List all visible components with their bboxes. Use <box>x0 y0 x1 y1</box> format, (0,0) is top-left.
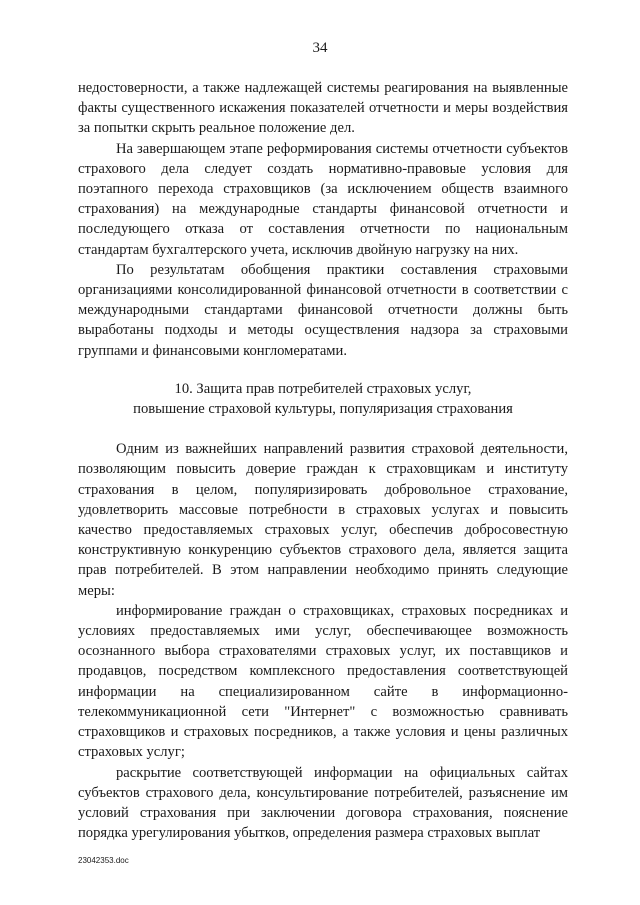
section-heading <box>78 379 568 419</box>
section-heading-line-2: повышение страховой культуры, популяризация страхования <box>133 401 513 418</box>
section-heading-line-1: 10. Защита прав потребителей страховых услуг, <box>174 380 472 397</box>
footer-filename: 23042353.doc <box>78 856 129 865</box>
paragraph-informing-citizens: информирование граждан о страховщиках, страховых посредниках и условиях предоставляемых ими услуг, обеспечивающее возможность осознанного выбора страхователями страховых услуг, их поставщиков и продавцов, посредством комплексного предоставления соответствующей информации на специализированном сайте в информационно-телекоммуникационной сети "Интернет" с возможностью сравнивать страховщиков и страховых посредников, а также условия и цены различных страховых услуг; <box>78 602 568 761</box>
paragraph-consumer-protection: Одним из важнейших направлений развития страховой деятельности, позволяющим повысить доверие граждан к страховщикам и институту страхования в целом, популяризировать добровольное страхование, удовлетворить массовые потребности в страховых услугах и повысить качество предоставляемых страховых услуг, обеспечив добросовестную конструктивную конкуренцию субъектов страхового дела, является защита прав потребителей. В этом направлении необходимо принять следующие меры: <box>78 441 568 599</box>
paragraph-reporting-reform: На завершающем этапе реформирования системы отчетности субъектов страхового дела следует создать нормативно-правовые условия для поэтапного перехода страховщиков (за исключением обществ взаимного страхования) на международные стандарты финансовой отчетности и последующего отказа от составления отчетности по национальным стандартам бухгалтерского учета, исключив двойную нагрузку на них. <box>78 140 568 258</box>
document-body <box>78 78 568 843</box>
page-number: 34 <box>312 40 328 56</box>
paragraph-continuation: недостоверности, а также надлежащей системы реагирования на выявленные факты существенного искажения показателей отчетности и меры воздействия за попытки скрыть реальное положение дел. <box>78 80 568 137</box>
paragraph-consolidated-reporting: По результатам обобщения практики составления страховыми организациями консолидированной финансовой отчетности в соответствии с международными стандартами финансовой отчетности должны быть выработаны подходы и методы осуществления надзора за страховыми группами и финансовыми конгломератами. <box>78 261 568 359</box>
paragraph-disclosure: раскрытие соответствующей информации на официальных сайтах субъектов страхового дела, консультирование потребителей, разъяснение им условий страхования при заключении договора страхования, пояснение порядка урегулирования убытков, определения размера страховых выплат <box>78 764 568 842</box>
